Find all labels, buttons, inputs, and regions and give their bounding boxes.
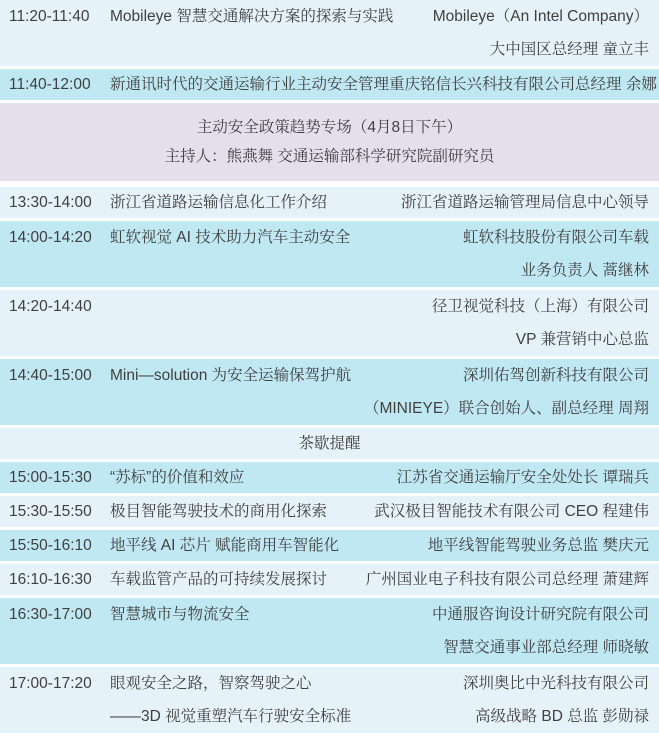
speaker-line: 武汉极目智能技术有限公司 CEO 程建伟: [374, 503, 649, 520]
topic-line: 浙江省道路运输信息化工作介绍: [110, 194, 328, 211]
break-label: 茶歇提醒: [298, 435, 361, 452]
session-topic: [110, 598, 250, 664]
speaker-line: 浙江省道路运输管理局信息中心领导: [400, 194, 649, 211]
schedule-row: [0, 187, 659, 218]
topic-line: 新通讯时代的交通运输行业主动安全管理: [110, 76, 390, 93]
speaker-line: 智慧交通事业部总经理 师晓敏: [443, 639, 649, 656]
topic-line: 地平线 AI 芯片 赋能商用车智能化: [110, 537, 340, 554]
session-speaker: [339, 530, 659, 561]
session-speaker: [327, 187, 659, 218]
session-topic: [110, 359, 351, 425]
session-topic: [110, 564, 327, 595]
session-topic: [110, 69, 389, 100]
time-slot: [0, 221, 110, 287]
schedule-row: [0, 530, 659, 561]
session-speaker: [351, 667, 659, 733]
schedule-row: [0, 598, 659, 664]
session-divider: [0, 103, 659, 181]
time-slot: [0, 667, 110, 733]
time-label: 14:40-15:00: [9, 367, 92, 384]
session-speaker: [327, 564, 659, 595]
divider-host: 主持人：熊燕舞 交通运输部科学研究院副研究员: [164, 148, 495, 165]
time-label: 11:40-12:00: [9, 76, 91, 93]
time-label: 14:00-14:20: [9, 229, 92, 246]
session-topic: [110, 187, 327, 218]
schedule-row: [0, 359, 659, 425]
speaker-line: 深圳佑驾创新科技有限公司: [462, 367, 649, 384]
session-speaker: [110, 290, 659, 356]
speaker-line: 中通服咨询设计研究院有限公司: [431, 606, 649, 623]
schedule-row: [0, 564, 659, 595]
schedule-row: [0, 290, 659, 356]
topic-line: 极目智能驾驶技术的商用化探索: [110, 503, 328, 520]
time-slot: [0, 530, 110, 561]
time-label: 11:20-11:40: [9, 8, 90, 25]
time-label: 15:30-15:50: [9, 503, 92, 520]
session-speaker: [327, 496, 659, 527]
time-slot: [0, 0, 110, 66]
topic-line: 眼观安全之路，智察驾驶之心: [110, 675, 312, 692]
time-label: 16:30-17:00: [9, 606, 92, 623]
speaker-line: 重庆铭信长兴科技有限公司总经理 余娜: [389, 76, 657, 93]
time-slot: [0, 462, 110, 493]
session-speaker: [244, 462, 659, 493]
session-topic: [110, 496, 327, 527]
topic-line: Mini—solution 为安全运输保驾护航: [110, 367, 352, 384]
speaker-line: 广州国业电子科技有限公司总经理 萧建辉: [365, 571, 649, 588]
session-speaker: [351, 359, 659, 425]
divider-title: 主动安全政策趋势专场（4月8日下午）: [196, 119, 463, 136]
time-label: 14:20-14:40: [9, 298, 92, 315]
topic-line: Mobileye 智慧交通解决方案的探索与实践: [110, 8, 394, 25]
schedule-row: [0, 221, 659, 287]
time-slot: [0, 290, 110, 356]
speaker-line: VP 兼营销中心总监: [515, 331, 649, 348]
schedule-row: [0, 667, 659, 733]
time-label: 17:00-17:20: [9, 675, 92, 692]
time-slot: [0, 69, 110, 100]
session-speaker: [350, 221, 659, 287]
speaker-line: 业务负责人 蒿继林: [520, 262, 649, 279]
session-topic: [110, 221, 350, 287]
speaker-line: 虹软科技股份有限公司车载: [462, 229, 649, 246]
topic-line: 车载监管产品的可持续发展探讨: [110, 571, 328, 588]
topic-line: ——3D 视觉重塑汽车行驶安全标准: [110, 708, 352, 725]
speaker-line: 径卫视觉科技（上海）有限公司: [431, 298, 649, 315]
speaker-line: 地平线智能驾驶业务总监 樊庆元: [427, 537, 649, 554]
time-label: 15:50-16:10: [9, 537, 92, 554]
time-slot: [0, 496, 110, 527]
session-speaker: [250, 598, 659, 664]
schedule-row: [0, 69, 659, 100]
time-slot: [0, 598, 110, 664]
session-topic: [110, 462, 244, 493]
session-topic: [110, 530, 339, 561]
topic-line: 虹软视觉 AI 技术助力汽车主动安全: [110, 229, 351, 246]
speaker-line: Mobileye（An Intel Company）: [432, 8, 649, 25]
schedule-row: [0, 496, 659, 527]
speaker-line: 大中国区总经理 童立丰: [489, 41, 649, 58]
speaker-line: 高级战略 BD 总监 彭勋禄: [475, 708, 649, 725]
time-label: 16:10-16:30: [9, 571, 92, 588]
time-slot: [0, 359, 110, 425]
topic-line: “苏标”的价值和效应: [110, 469, 245, 486]
time-label: 15:00-15:30: [9, 469, 92, 486]
break-row: [0, 428, 659, 459]
schedule-row: [0, 462, 659, 493]
time-slot: [0, 564, 110, 595]
session-speaker: [389, 69, 659, 100]
time-label: 13:30-14:00: [9, 194, 92, 211]
schedule-row: [0, 0, 659, 66]
session-topic: [110, 0, 393, 66]
speaker-line: 江苏省交通运输厅安全处处长 谭瑞兵: [396, 469, 649, 486]
session-topic: [110, 667, 351, 733]
session-speaker: [393, 0, 659, 66]
topic-line: 智慧城市与物流安全: [110, 606, 250, 623]
speaker-line: （MINIEYE）联合创始人、副总经理 周翔: [363, 400, 649, 417]
speaker-line: 深圳奥比中光科技有限公司: [462, 675, 649, 692]
time-slot: [0, 187, 110, 218]
